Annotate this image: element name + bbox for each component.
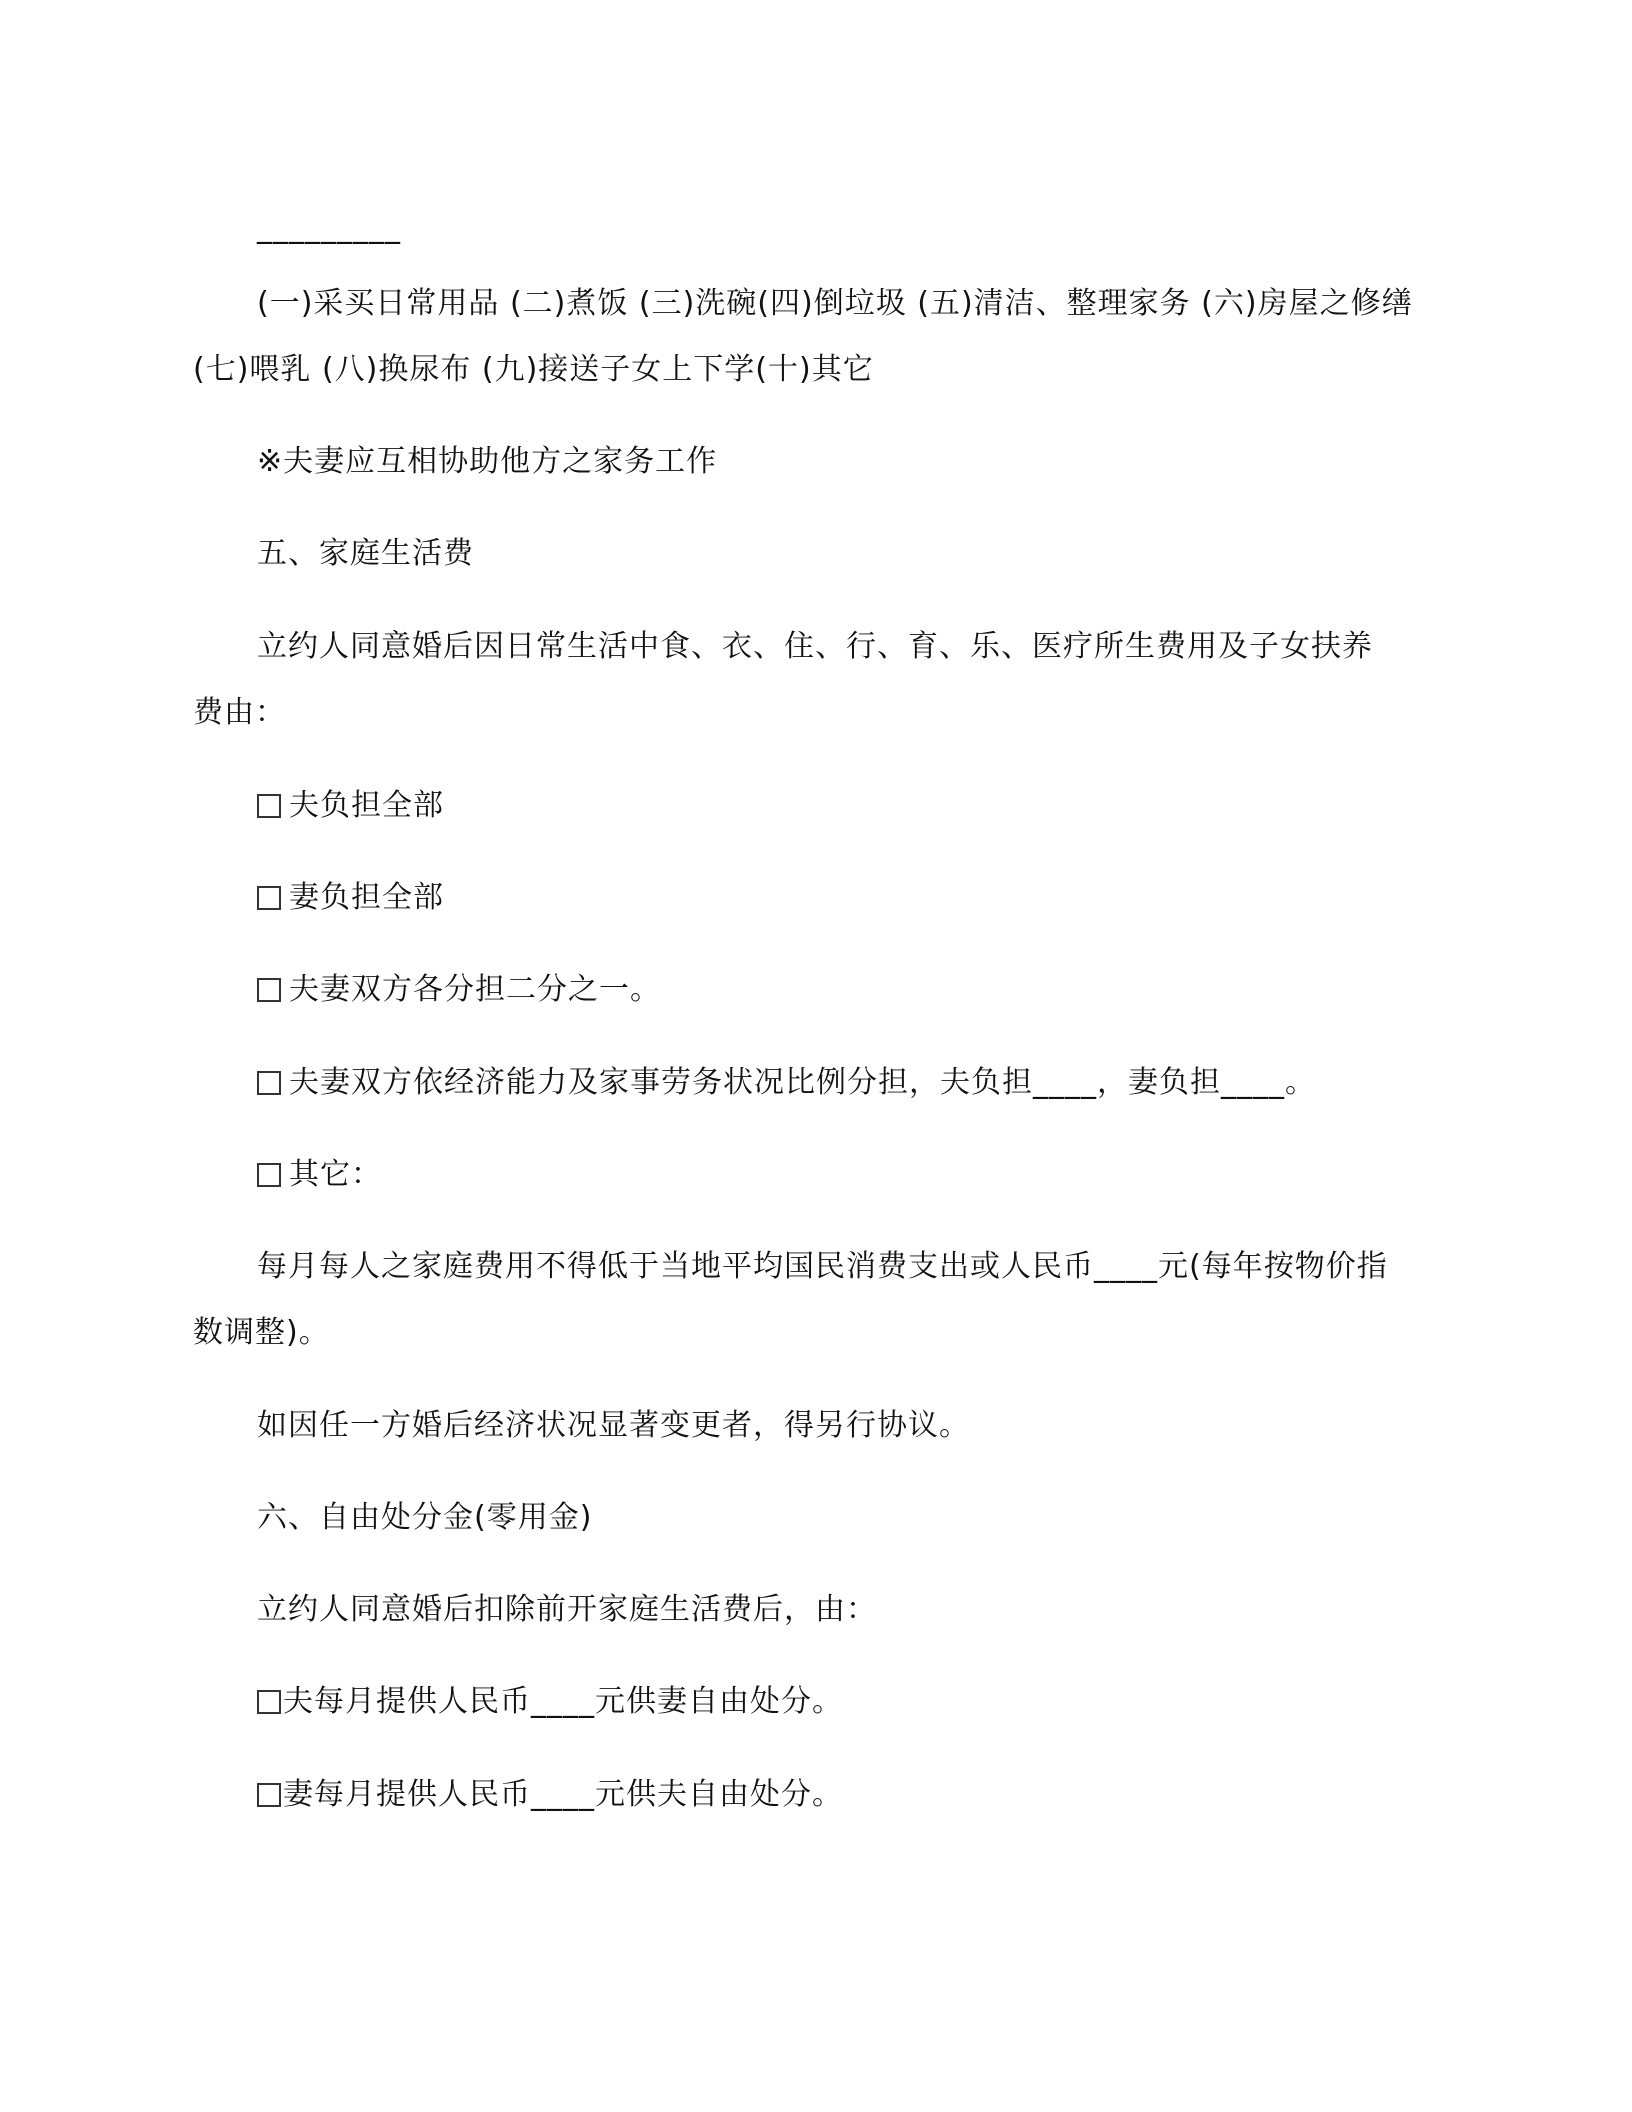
checkbox[interactable] — [257, 1783, 281, 1807]
change-clause: 如因任一方婚后经济状况显著变更者，得另行协议。 — [257, 1408, 970, 1443]
option-proportional — [257, 1063, 1316, 1103]
option-label: 妻负担全部 — [289, 880, 444, 915]
section-5-intro-line-1: 立约人同意婚后因日常生活中食、衣、住、行、育、乐、医疗所生费用及子女扶养 — [257, 629, 1373, 664]
option-label: 其它： — [289, 1157, 382, 1192]
monthly-minimum-line-2: 数调整)。 — [193, 1315, 330, 1350]
mutual-help-note: ※夫妻应互相协助他方之家务工作 — [257, 444, 718, 479]
section-6-intro: 立约人同意婚后扣除前开家庭生活费后，由： — [257, 1592, 877, 1627]
monthly-minimum-line-1: 每月每人之家庭费用不得低于当地平均国民消费支出或人民币____元(每年按物价指 — [257, 1249, 1388, 1284]
section-5-title: 五、家庭生活费 — [257, 536, 474, 571]
option-half-each — [257, 970, 661, 1010]
chores-list-line-1: (一)采买日常用品 (二)煮饭 (三)洗碗(四)倒垃圾 (五)清洁、整理家务 (六)房屋之修缮 — [257, 286, 1413, 321]
section-5-intro-line-2: 费由： — [193, 695, 286, 730]
option-label: 夫妻双方依经济能力及家事劳务状况比例分担，夫负担____，妻负担____。 — [289, 1065, 1316, 1100]
option-husband-provides — [257, 1682, 843, 1722]
checkbox[interactable] — [257, 978, 281, 1002]
option-label: 夫每月提供人民币____元供妻自由处分。 — [283, 1684, 843, 1719]
option-wife-all — [257, 878, 444, 918]
option-husband-all — [257, 786, 444, 826]
option-label: 夫妻双方各分担二分之一。 — [289, 972, 661, 1007]
chores-list-line-2: (七)喂乳 (八)换尿布 (九)接送子女上下学(十)其它 — [193, 352, 874, 387]
checkbox[interactable] — [257, 1690, 281, 1714]
checkbox[interactable] — [257, 794, 281, 818]
checkbox[interactable] — [257, 886, 281, 910]
option-label: 夫负担全部 — [289, 788, 444, 823]
section-6-title: 六、自由处分金(零用金) — [257, 1500, 593, 1535]
option-wife-provides — [257, 1775, 843, 1815]
option-label: 妻每月提供人民币____元供夫自由处分。 — [283, 1777, 843, 1812]
checkbox[interactable] — [257, 1163, 281, 1187]
checkbox[interactable] — [257, 1071, 281, 1095]
option-other — [257, 1155, 382, 1195]
top-blank-rule: _________ — [257, 210, 401, 245]
